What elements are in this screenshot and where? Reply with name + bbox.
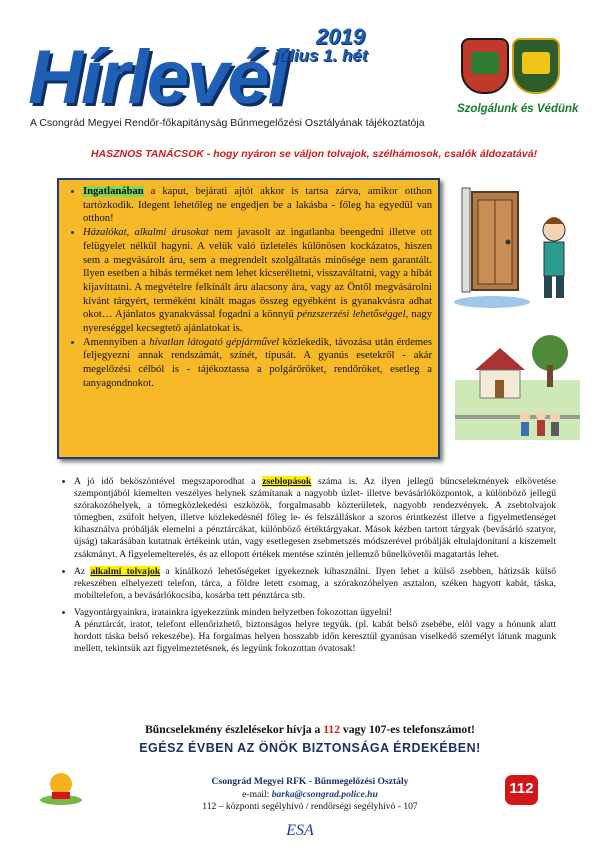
door-illustration-icon bbox=[452, 180, 580, 310]
tip-item bbox=[83, 226, 432, 336]
article-paragraph bbox=[74, 607, 556, 655]
tip-item bbox=[83, 336, 432, 391]
paragraph-text: a kínálkozó lehetőségeket igyekeznek kihasználni. Ilyen lehet a külső zsebben, hátizsák külső rekeszében elhelyezett telefon, tárca, a földre letett csomag, a szórakozóhelyen asztalon, széken hagyott kabát, táska, mobiltelefon, a bevásárlókocsiba, kosárba tett pénztárca stb. bbox=[74, 565, 556, 601]
main-text bbox=[56, 476, 556, 660]
masthead bbox=[28, 22, 438, 122]
motto: Szolgálunk és Védünk bbox=[457, 103, 579, 115]
footer bbox=[140, 776, 480, 814]
county-police-badge-icon bbox=[512, 38, 560, 94]
tip-text: , nagy nyereséggel kecsegtető ajánlatokat is. bbox=[83, 309, 432, 335]
crime-prevention-logo-icon bbox=[38, 770, 84, 806]
paragraph-text: A pénztárcát, iratot, telefont ellenőrizhető, biztonságos helyre tegyük. (pl. kabát belső zsebébe, elöl vagy a hónunk alatt hordott táska belső rekeszébe). Ha forgalmas helyen hosszabb időn keresztül gyanúsan viselkedő személyt látunk magunk mellett, tekintsük azt figyelmeztetésnek, és legyünk fokozottan óvatosak! bbox=[74, 619, 556, 655]
issue-week: július 1. hét bbox=[274, 46, 368, 65]
paragraph-text: A jó idő beköszöntével megszaporodhat a bbox=[74, 476, 263, 487]
paragraph-text: száma is. Az ilyen jellegű bűncselekmények elkövetése szempontjából kiemelten veszélyes helynek számítanak a nagyobb üzlet- illetve bevásárlóközpontok, a különböző jellegű szórakozóhelyek, a tömegközlekedési eszközök, forgalmasabb közterületek, nagyobb rendezvények. A zsebtolvajok tömegben, zsúfolt helyen, illetve közlekedésnél főleg le- és felszálláskor a szoros érintkezést illetve a figyelmetlenséget kihasználva próbálják elemelni a pénztárcákat, különböző értéktárgyakat. Mások kézben tartott tárgyak (bevásárló szatyor, újság) takarásában kutatnak értékeink után, vagy esetlegesen zsebmetszés módszerével próbálják eltulajdonítani a kiszemelt zsákmányt. A figyelemelterelés, és az ellopott értékek mentése szintén jellemző bűnelkövetői magatartás lehet. bbox=[74, 476, 556, 560]
emergency-112-logo: 112 bbox=[505, 775, 538, 805]
call-text: Bűncselekmény észlelésekor hívja a bbox=[145, 723, 324, 736]
tagline: HASZNOS TANÁCSOK - hogy nyáron se váljon tolvajok, szélhámosok, csalók áldozatává! bbox=[90, 148, 538, 160]
tip-emphasis: pénzszerzési lehetőséggel bbox=[297, 309, 406, 321]
call-text: vagy 107-es telefonszámot! bbox=[340, 723, 475, 736]
tip-text: Amennyiben a bbox=[83, 336, 150, 348]
tip-text: közlekedik, távozása után érdemes feljegyezni annak rendszámát, színét, típusát. A gyanús esetekről - akár megelőzési célból is - tájékoztassa a polgárőröket, rendőröket, esetleg a tanyagondnokot. bbox=[83, 336, 432, 389]
police-badge-icon bbox=[461, 38, 509, 94]
paragraph-highlight: zseblopások bbox=[262, 476, 312, 487]
paragraph-highlight: alkalmi tolvajok bbox=[90, 565, 161, 577]
article-paragraph bbox=[74, 476, 556, 561]
paragraph-text: Az bbox=[74, 565, 91, 577]
footer-email-line bbox=[140, 789, 480, 802]
emergency-call-line bbox=[90, 723, 530, 736]
tip-item bbox=[83, 185, 432, 226]
footer-phones: 112 – központi segélyhívó / rendőrségi segélyhívó - 107 bbox=[202, 801, 418, 812]
call-number: 112 bbox=[323, 723, 341, 736]
masthead-title: Hírlevél bbox=[28, 35, 287, 120]
footer-org: Csongrád Megyei RFK - Bűnmegelőzési Osztály bbox=[211, 776, 409, 787]
tip-text: nem javasolt az ingatlanba beengedni illetve ott felügyelet nélkül hagyni. A velük való üzletelés különösen kockázatos, hiszen sem a megvásárolt áru, sem a megrendelt szolgáltatás minősége nem garantált. Ilyen esetben a hibás terméket nem lehet kicseréltetni, visszaváltatni, vagy a hibát kijavíttatni. A megvételre felkínált áru alacsony ára, vagy az Öntől megvásárolni kívánt tárgyért, terméként kínált magas összeg egyébként is gyanakvásra adhat okot… Ajánlatos gyanakvással fogadni a könnyű bbox=[83, 227, 432, 321]
slogan: EGÉSZ ÉVBEN AZ ÖNÖK BIZTONSÁGA ÉRDEKÉBEN! bbox=[139, 741, 481, 755]
tip-text: a kaput, bejárati ajtót akkor is tartsa zárva, amikor otthon tartózkodik. Idegent lehetőleg ne engedjen be a lakásba - főleg ha egyedül van otthon! bbox=[83, 186, 432, 225]
email-link[interactable]: barka@csongrad.police.hu bbox=[271, 788, 378, 800]
article-paragraph bbox=[74, 566, 556, 602]
email-label: e-mail: bbox=[242, 788, 272, 800]
tip-highlight: Ingatlanában bbox=[83, 186, 144, 197]
tip-emphasis: hívatlan látogató gépjárművel bbox=[149, 336, 280, 348]
paragraph-text: Vagyontárgyainkra, iratainkra igyekezzünk minden helyzetben fokozottan ügyelni! bbox=[74, 606, 393, 618]
tips-box bbox=[57, 178, 440, 459]
house-illustration-icon bbox=[455, 325, 580, 443]
tip-emphasis: Házalókat, alkalmi árusokat bbox=[83, 227, 209, 239]
signature: ESA bbox=[286, 822, 314, 839]
issue-year: 2019 bbox=[316, 24, 365, 49]
masthead-subtitle: A Csongrád Megyei Rendőr-főkapitányság Bűnmegelőzési Osztályának tájékoztatója bbox=[30, 117, 425, 129]
